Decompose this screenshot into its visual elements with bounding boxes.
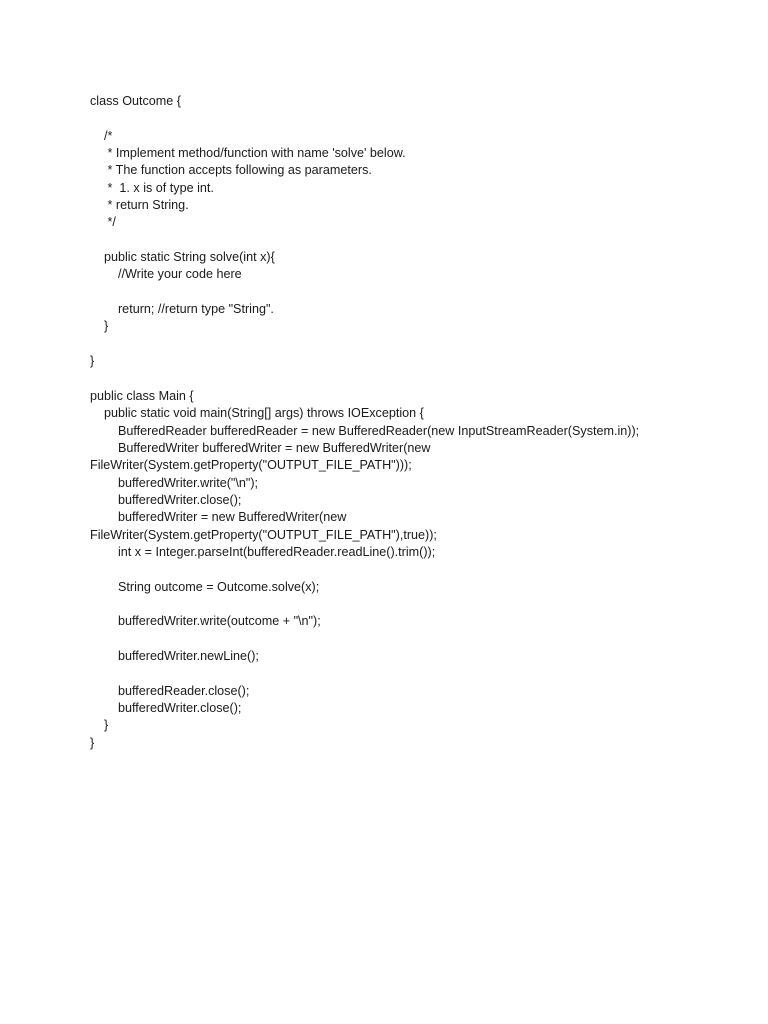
code-line: bufferedWriter.write("\n");	[90, 475, 259, 490]
code-line	[90, 596, 730, 613]
code-line	[90, 110, 730, 127]
code-line: bufferedReader.close();	[90, 683, 250, 698]
code-line: bufferedWriter.close();	[90, 492, 242, 507]
code-line: BufferedReader bufferedReader = new BufferedReader(new InputStreamReader(System.in));	[90, 423, 640, 438]
code-line: public static void main(String[] args) throws IOException {	[90, 406, 424, 421]
code-line: /*	[90, 128, 113, 143]
code-line: }	[90, 319, 109, 334]
code-line: * Implement method/function with name 'solve' below.	[90, 146, 406, 161]
code-line: }	[90, 718, 109, 733]
code-line: class Outcome {	[90, 94, 181, 108]
code-line: bufferedWriter.close();	[90, 701, 242, 716]
code-line: int x = Integer.parseInt(bufferedReader.readLine().trim());	[90, 544, 436, 559]
code-line: * The function accepts following as parameters.	[90, 163, 372, 178]
code-line: bufferedWriter.newLine();	[90, 649, 259, 663]
code-line	[90, 631, 730, 648]
code-line: public static String solve(int x){	[90, 250, 275, 265]
code-line: bufferedWriter.write(outcome + "\n");	[90, 614, 321, 629]
code-line	[90, 561, 730, 578]
code-line: //Write your code here	[90, 267, 242, 282]
code-line	[90, 371, 730, 388]
code-line: * return String.	[90, 198, 189, 213]
code-line: return; //return type "String".	[90, 302, 274, 317]
code-line: * 1. x is of type int.	[90, 180, 214, 195]
code-line: }	[90, 735, 95, 750]
code-line	[90, 284, 730, 301]
code-line: bufferedWriter = new BufferedWriter(new	[90, 510, 347, 525]
code-text	[90, 93, 730, 752]
code-line	[90, 336, 730, 353]
code-line: public class Main {	[90, 388, 194, 403]
code-line: String outcome = Outcome.solve(x);	[90, 579, 320, 594]
code-line: */	[90, 215, 116, 230]
code-line: FileWriter(System.getProperty("OUTPUT_FILE_PATH"),true));	[90, 527, 437, 542]
code-line: }	[90, 354, 95, 369]
code-line: BufferedWriter bufferedWriter = new BufferedWriter(new	[90, 440, 431, 455]
code-line	[90, 232, 730, 249]
code-line	[90, 665, 730, 682]
code-line: FileWriter(System.getProperty("OUTPUT_FILE_PATH")));	[90, 458, 412, 473]
